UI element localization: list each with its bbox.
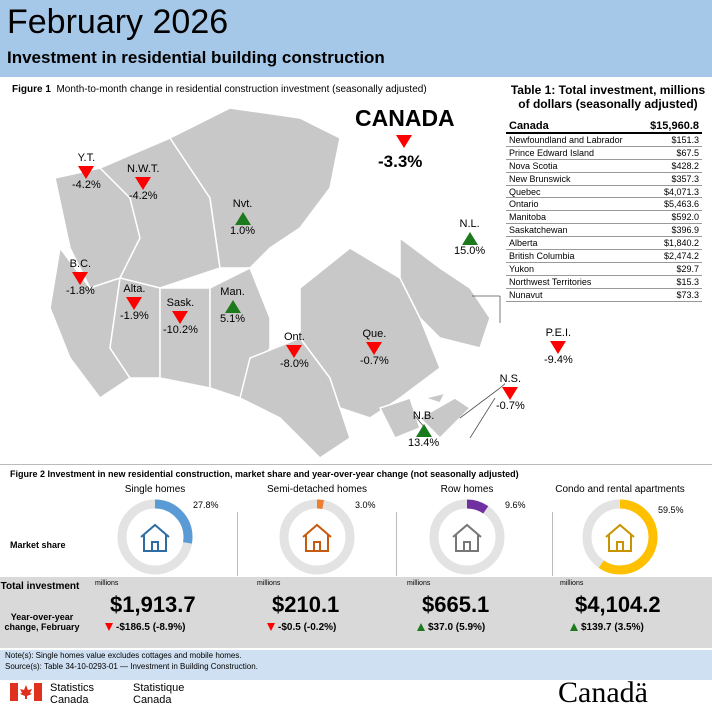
table-row xyxy=(506,250,702,263)
canada-label: CANADA xyxy=(355,105,455,131)
prov-nwt: N.W.T. -4.2% xyxy=(127,163,160,202)
total-investment-label: Total investment xyxy=(0,581,80,592)
row-value: $15,960.8 xyxy=(650,120,699,132)
row-name: Prince Edward Island xyxy=(509,147,595,158)
man-up-icon xyxy=(225,300,241,313)
total-investment-value: $665.1 xyxy=(422,592,490,617)
nvt-up-icon xyxy=(235,212,251,225)
yoy-change-text: $37.0 (5.9%) xyxy=(428,622,486,633)
yoy-change xyxy=(105,622,185,633)
row-name: British Columbia xyxy=(509,251,575,262)
table-row xyxy=(506,211,702,224)
table1 xyxy=(506,120,702,302)
page-subtitle: Investment in residential building construction xyxy=(7,48,385,67)
table-row xyxy=(506,134,702,147)
total-investment-value: $4,104.2 xyxy=(575,592,661,617)
prov-que: Que. -0.7% xyxy=(360,328,389,367)
ont-down-icon xyxy=(286,345,302,358)
page-header xyxy=(0,0,712,77)
table-row xyxy=(506,160,702,173)
arrow-up-icon xyxy=(417,623,425,631)
row-value: $67.5 xyxy=(676,147,699,158)
table-row xyxy=(506,289,702,302)
prov-bc: B.C. -1.8% xyxy=(66,258,95,297)
house-icon xyxy=(303,525,331,551)
millions-label: millions xyxy=(407,580,431,587)
table-row xyxy=(506,237,702,250)
row-name: Ontario xyxy=(509,199,539,210)
que-down-icon xyxy=(366,342,382,355)
prov-nl: N.L. 15.0% xyxy=(454,218,486,257)
house-icon xyxy=(606,525,634,551)
nl-up-icon xyxy=(462,232,478,245)
share-percent: 9.6% xyxy=(505,500,526,510)
row-value: $1,840.2 xyxy=(663,238,699,249)
prov-nb: N.B. 13.4% xyxy=(408,410,440,449)
table-row xyxy=(506,263,702,276)
row-name: Nova Scotia xyxy=(509,160,558,171)
row-name: Canada xyxy=(509,120,549,132)
table-row xyxy=(506,198,702,211)
yt-down-icon xyxy=(78,166,94,179)
agency-name-en: Statistics Canada xyxy=(50,682,95,706)
yoy-change-text: $139.7 (3.5%) xyxy=(581,622,644,633)
donut-track xyxy=(434,504,500,570)
total-investment-value: $210.1 xyxy=(272,592,340,617)
donut-chart xyxy=(277,497,357,577)
prov-ns: N.S. -0.7% xyxy=(496,373,525,412)
row-name: Quebec xyxy=(509,186,541,197)
canada-value: -3.3% xyxy=(378,152,423,171)
column-divider xyxy=(237,512,238,576)
prov-yt: Y.T. -4.2% xyxy=(72,152,101,191)
row-value: $357.3 xyxy=(671,173,699,184)
row-value: $73.3 xyxy=(676,289,699,300)
page-title: February 2026 xyxy=(7,3,229,41)
table-row xyxy=(506,173,702,186)
map-pei xyxy=(425,393,445,403)
agency-name-fr: Statistique Canada xyxy=(133,682,185,706)
donut-chart xyxy=(427,497,507,577)
row-value: $29.7 xyxy=(676,263,699,274)
row-value: $428.2 xyxy=(671,160,699,171)
prov-ont: Ont. -8.0% xyxy=(280,331,309,370)
note-text: Note(s): Single homes value excludes cottages and mobile homes. xyxy=(5,651,242,660)
millions-label: millions xyxy=(95,580,119,587)
alta-down-icon xyxy=(126,297,142,310)
share-percent: 27.8% xyxy=(193,500,219,510)
row-name: Yukon xyxy=(509,263,535,274)
source-text: Source(s): Table 34-10-0293-01 — Investment in Building Construction. xyxy=(5,662,258,671)
row-name: Manitoba xyxy=(509,212,547,223)
arrow-down-icon xyxy=(267,623,275,631)
category-title: Condo and rental apartments xyxy=(555,484,685,495)
canada-flag-icon xyxy=(10,683,42,701)
column-divider xyxy=(552,512,553,576)
donut-chart xyxy=(115,497,195,577)
prov-pei: P.E.I. -9.4% xyxy=(544,327,573,366)
donut-chart xyxy=(580,497,660,577)
category-title: Semi-detached homes xyxy=(266,484,368,495)
share-percent: 59.5% xyxy=(658,505,684,515)
ns-down-icon xyxy=(502,387,518,400)
row-value: $4,071.3 xyxy=(663,186,699,197)
yoy-change xyxy=(570,622,644,633)
nb-up-icon xyxy=(416,424,432,437)
yoy-change-text: -$0.5 (-0.2%) xyxy=(278,622,337,633)
table-row xyxy=(506,224,702,237)
share-percent: 3.0% xyxy=(355,500,376,510)
table-row xyxy=(506,276,702,289)
section-divider xyxy=(0,464,712,465)
figure2-caption: Figure 2 Investment in new residential construction, market share and year-over-year change (not seasonally adjusted) xyxy=(10,469,519,479)
row-name: Saskatchewan xyxy=(509,225,568,236)
prov-nvt: Nvt. 1.0% xyxy=(230,198,256,237)
bc-down-icon xyxy=(72,272,88,285)
row-name: Alberta xyxy=(509,238,538,249)
yoy-label: Year-over-year change, February xyxy=(4,612,80,632)
arrow-down-icon xyxy=(105,623,113,631)
table1-title: Table 1: Total investment, millions of dollars (seasonally adjusted) xyxy=(510,83,706,111)
canada-wordmark: Canadä xyxy=(558,676,648,709)
house-icon xyxy=(141,525,169,551)
table-row xyxy=(506,186,702,199)
row-value: $2,474.2 xyxy=(663,251,699,262)
donut-track xyxy=(284,504,350,570)
column-divider xyxy=(396,512,397,576)
yoy-change xyxy=(267,622,336,633)
row-name: Newfoundland and Labrador xyxy=(509,135,623,145)
millions-label: millions xyxy=(257,580,281,587)
figure1-caption: Figure 1 Month-to-month change in residential construction investment (seasonally adjusted) xyxy=(12,84,427,95)
row-name: Nunavut xyxy=(509,289,543,300)
row-name: New Brunswick xyxy=(509,173,571,184)
yoy-change-text: -$186.5 (-8.9%) xyxy=(116,622,186,633)
arrow-up-icon xyxy=(570,623,578,631)
table-row xyxy=(506,120,702,134)
category-title: Single homes xyxy=(124,484,186,495)
house-icon xyxy=(453,525,481,551)
prov-alta: Alta. -1.9% xyxy=(120,283,149,322)
row-name: Northwest Territories xyxy=(509,276,592,287)
row-value: $5,463.6 xyxy=(663,199,699,210)
row-value: $592.0 xyxy=(671,212,699,223)
millions-label: millions xyxy=(560,580,584,587)
row-value: $396.9 xyxy=(671,225,699,236)
category-title: Row homes xyxy=(440,484,494,495)
row-value: $15.3 xyxy=(676,276,699,287)
sask-down-icon xyxy=(172,311,188,324)
market-share-label: Market share xyxy=(10,540,66,550)
total-investment-value: $1,913.7 xyxy=(110,592,196,617)
pei-down-icon xyxy=(550,341,566,354)
yoy-change xyxy=(417,622,485,633)
canada-down-icon xyxy=(396,133,412,148)
nwt-down-icon xyxy=(135,177,151,190)
table-row xyxy=(506,147,702,160)
row-value: $151.3 xyxy=(671,135,699,145)
prov-sask: Sask. -10.2% xyxy=(163,297,198,336)
prov-man: Man. 5.1% xyxy=(220,286,246,325)
